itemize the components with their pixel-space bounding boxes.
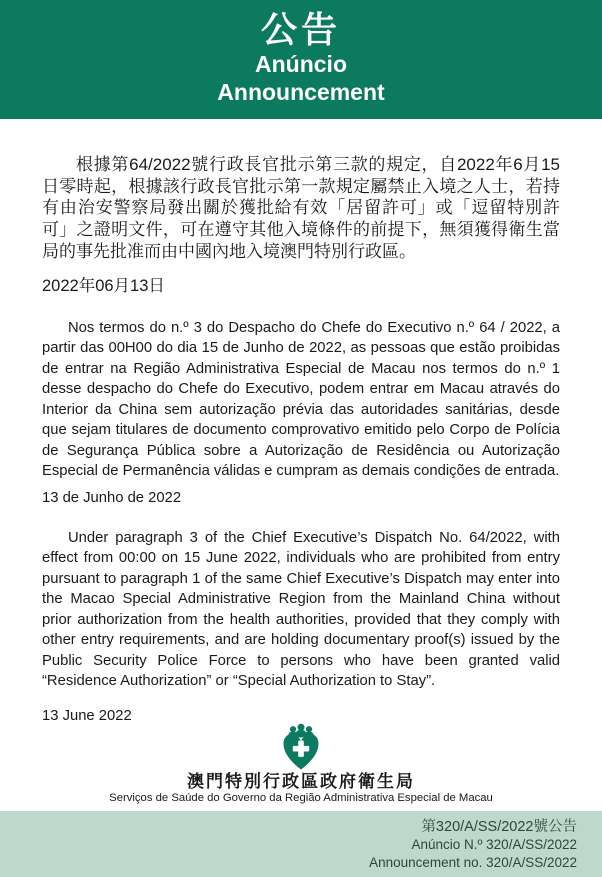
page-title-en: Announcement [217, 78, 385, 105]
paragraph-portuguese: Nos termos do n.º 3 do Despacho do Chefe do Executivo n.º 64 / 2022, a partir das 00H00 do dia 15 de Junho de 2022, as pessoas que estão proibidas de entrar na Região Administrativa Especial de Macau nos termos do n.º 1 desse despacho do Chefe do Executivo, podem entrar em Macau através do Interior da China sem autorização prévia das autoridades sanitárias, desde que sejam titulares de documento comprovativo emitido pelo Corpo de Polícia de Segurança Pública sobre a Autorização de Residência ou Autorização Especial de Permanência válidas e cumpram as demais condições de entrada. [42, 319, 560, 480]
reference-number-zh: 第320/A/SS/2022號公告 [421, 818, 577, 835]
page-title-pt: Anúncio [255, 51, 347, 78]
page-title-zh: 公告 [260, 9, 341, 50]
agency-name-pt: Serviços de Saúde do Governo da Região Administrativa Especial de Macau [109, 792, 493, 805]
bottom-section [0, 724, 602, 877]
announcement-body [0, 119, 602, 724]
date-portuguese: 13 de Junho de 2022 [42, 489, 182, 506]
paragraph-english: Under paragraph 3 of the Chief Executive’s Dispatch No. 64/2022, with effect from 00:00 on 15 June 2022, individuals who are prohibited from entry pursuant to paragraph 1 of the same Chief Executive’s Dispatch may enter into the Macao Special Administrative Region from the Mainland China without prior authorization from the health authorities, provided that they comply with other entry requirements, and are holding documentary proof(s) issued by the Public Security Police Force to persons who have been granted valid “Residence Authorization” or “Special Authorization to Stay”. [42, 529, 560, 690]
banner-header [0, 0, 602, 119]
health-bureau-heart-cross-logo-icon [280, 724, 322, 771]
agency-block [0, 724, 602, 806]
date-chinese: 2022年06月13日 [42, 276, 165, 295]
reference-footer-bar [0, 811, 602, 877]
paragraph-chinese: 根據第64/2022號行政長官批示第三款的規定，自2022年6月15日零時起，根據該行政長官批示第一款規定屬禁止入境之人士，若持有由治安警察局發出關於獲批給有效「居留許可」或「逗留特別許可」之證明文件，可在遵守其他入境條件的前提下，無須獲得衛生當局的事先批准而由中國內地入境澳門特別行政區。 [42, 154, 560, 261]
date-english: 13 June 2022 [42, 707, 132, 724]
reference-number-pt: Anúncio N.º 320/A/SS/2022 [411, 837, 577, 852]
reference-number-en: Announcement no. 320/A/SS/2022 [369, 854, 577, 870]
agency-name-zh: 澳門特別行政區政府衛生局 [187, 771, 415, 791]
